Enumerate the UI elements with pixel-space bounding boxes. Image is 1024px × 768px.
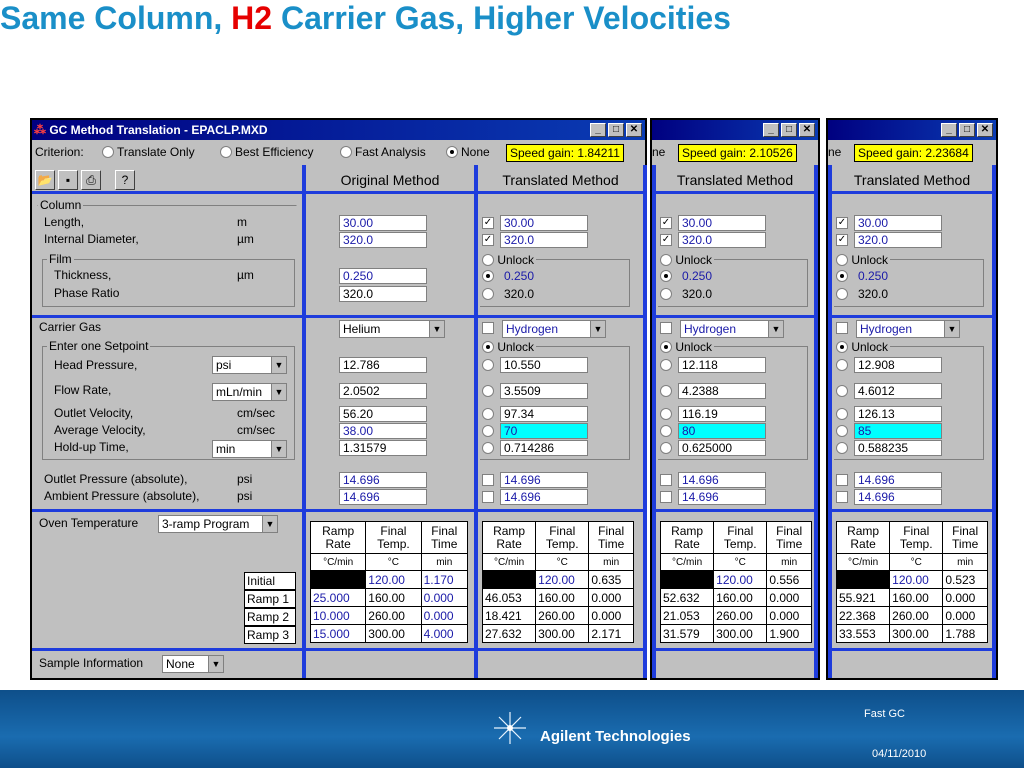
- table-cell[interactable]: 120.00: [536, 571, 589, 589]
- table-cell[interactable]: 0.000: [943, 607, 988, 625]
- brand-name: Agilent Technologies: [540, 728, 691, 745]
- setpoint-radio[interactable]: [482, 408, 494, 420]
- trans-holdup-field[interactable]: 0.588235: [854, 440, 942, 456]
- col-header: Final Time: [943, 522, 988, 554]
- table-cell[interactable]: 260.00: [536, 607, 589, 625]
- col-header: Final Temp.: [714, 522, 767, 554]
- trans-head-pressure-field[interactable]: 12.118: [678, 357, 766, 373]
- table-cell[interactable]: 160.00: [890, 589, 943, 607]
- window-body: [652, 165, 818, 678]
- orig-outlet-pressure-field[interactable]: 14.696: [339, 472, 427, 488]
- criterion-bar: [32, 140, 645, 165]
- flow-unit-select[interactable]: [212, 383, 287, 401]
- window-title: GC Method Translation - EPACLP.MXD: [49, 123, 268, 137]
- divider: [992, 165, 996, 678]
- footer-date: 04/11/2010: [872, 748, 927, 760]
- table-cell[interactable]: 10.000: [311, 607, 366, 625]
- unlock-radio[interactable]: [660, 254, 672, 266]
- orig-holdup-field[interactable]: 1.31579: [339, 440, 427, 456]
- trans-head-pressure-field[interactable]: 10.550: [500, 357, 588, 373]
- trans-flow-rate-field[interactable]: 4.2388: [678, 383, 766, 399]
- table-cell[interactable]: 300.00: [890, 625, 943, 643]
- radio-translate-only[interactable]: [102, 146, 114, 158]
- title-bar: [828, 120, 996, 140]
- trans-gas-select[interactable]: [680, 320, 784, 338]
- gas-lock-checkbox[interactable]: [482, 322, 494, 334]
- unlock-label: [658, 339, 714, 354]
- setpoint-radio[interactable]: [482, 385, 494, 397]
- trans-length-field[interactable]: 30.00: [854, 215, 942, 231]
- setpoint-radio[interactable]: [482, 442, 494, 454]
- time-unit-select[interactable]: [212, 440, 287, 458]
- table-cell[interactable]: 0.000: [767, 589, 812, 607]
- unlock-label: [834, 339, 890, 354]
- holdup-time-label: Hold-up Time,: [54, 440, 129, 454]
- thickness-radio[interactable]: [660, 270, 672, 282]
- trans-phase-ratio-value: 320.0: [858, 287, 889, 301]
- phase-ratio-radio[interactable]: [660, 288, 672, 300]
- table-cell[interactable]: 2.171: [589, 625, 634, 643]
- table-cell[interactable]: 1.170: [421, 571, 467, 589]
- unlock-text: Unlock: [497, 253, 535, 267]
- table-cell[interactable]: 260.00: [714, 607, 767, 625]
- setpoint-radio[interactable]: [836, 359, 848, 371]
- unit-value: psi: [216, 358, 232, 372]
- orig-oven-table: [310, 521, 468, 643]
- option-label: ne: [652, 145, 666, 159]
- row-label-initial: Initial: [244, 572, 296, 590]
- col-header: Ramp Rate: [311, 522, 366, 554]
- table-cell: [483, 571, 536, 589]
- chevron-down-icon[interactable]: ▼: [271, 357, 286, 373]
- unit-cell: min: [943, 554, 988, 571]
- unlock-label: [834, 252, 890, 267]
- unlock-radio[interactable]: [836, 254, 848, 266]
- unit-label: µm: [237, 232, 254, 246]
- lock-checkbox[interactable]: ✓: [837, 234, 847, 245]
- setpoint-radio[interactable]: [836, 408, 848, 420]
- thickness-radio[interactable]: [836, 270, 848, 282]
- ambient-pressure-label: Ambient Pressure (absolute),: [44, 489, 200, 503]
- col-header: Ramp Rate: [837, 522, 890, 554]
- maximize-button[interactable]: □: [959, 123, 975, 137]
- trans-ambient-pressure-field[interactable]: 14.696: [678, 489, 766, 505]
- help-icon[interactable]: ?: [115, 170, 135, 190]
- trans-diameter-field[interactable]: 320.0: [678, 232, 766, 248]
- unlock-radio[interactable]: [482, 341, 494, 353]
- unit-cell: min: [767, 554, 812, 571]
- lock-checkbox[interactable]: [836, 491, 848, 503]
- radio-none[interactable]: [446, 146, 458, 158]
- footer-label: Fast GC: [864, 708, 905, 720]
- trans-thickness-value: 0.250: [504, 269, 535, 283]
- trans-head-pressure-field[interactable]: 12.908: [854, 357, 942, 373]
- unit-cell: °C/min: [483, 554, 536, 571]
- orig-flow-rate-field[interactable]: 2.0502: [339, 383, 427, 399]
- table-cell[interactable]: 120.00: [714, 571, 767, 589]
- radio-fast-analysis[interactable]: [340, 146, 352, 158]
- trans-length-field[interactable]: 30.00: [500, 215, 588, 231]
- gas-lock-checkbox[interactable]: [660, 322, 672, 334]
- slide-title: [0, 0, 1024, 37]
- close-button[interactable]: ✕: [977, 123, 993, 137]
- setpoint-radio[interactable]: [660, 408, 672, 420]
- thickness-label: Thickness,: [54, 268, 112, 282]
- unlock-text: Unlock: [851, 253, 889, 267]
- outlet-velocity-label: Outlet Velocity,: [54, 406, 134, 420]
- sample-info-label: Sample Information: [39, 656, 144, 670]
- setpoint-radio[interactable]: [836, 442, 848, 454]
- trans-gas-select[interactable]: [856, 320, 960, 338]
- phase-ratio-radio[interactable]: [836, 288, 848, 300]
- oven-program-select[interactable]: [158, 515, 278, 533]
- criterion-label: Criterion:: [35, 145, 84, 159]
- print-icon[interactable]: ⎙: [81, 170, 101, 190]
- speed-gain: Speed gain: 2.10526: [678, 144, 797, 162]
- trans-average-velocity-field[interactable]: 80: [678, 423, 766, 439]
- unit-label: cm/sec: [237, 423, 276, 437]
- table-cell[interactable]: 0.000: [767, 607, 812, 625]
- orig-average-velocity-field[interactable]: 38.00: [339, 423, 427, 439]
- trans-oven-table: [482, 521, 634, 643]
- unit-cell: min: [421, 554, 467, 571]
- unit-cell: °C: [536, 554, 589, 571]
- title-part: Same Column,: [0, 0, 232, 36]
- setpoint-radio[interactable]: [836, 385, 848, 397]
- trans-outlet-velocity-field[interactable]: 116.19: [678, 406, 766, 422]
- table-cell[interactable]: 120.00: [366, 571, 421, 589]
- lock-checkbox[interactable]: ✓: [837, 217, 847, 228]
- unit-cell: °C: [890, 554, 943, 571]
- unlock-radio[interactable]: [836, 341, 848, 353]
- trans-phase-ratio-value: 320.0: [682, 287, 713, 301]
- setpoint-label: Enter one Setpoint: [49, 339, 149, 353]
- title-part: Carrier Gas, Higher Velocities: [272, 0, 731, 36]
- table-cell[interactable]: 0.000: [589, 607, 634, 625]
- col-header: Ramp Rate: [483, 522, 536, 554]
- trans-flow-rate-field[interactable]: 3.5509: [500, 383, 588, 399]
- setpoint-radio[interactable]: [482, 425, 494, 437]
- footer: [0, 690, 1024, 768]
- lock-checkbox[interactable]: [482, 491, 494, 503]
- table-cell[interactable]: 52.632: [661, 589, 714, 607]
- gas-value: Hydrogen: [860, 322, 913, 336]
- unlock-radio[interactable]: [660, 341, 672, 353]
- thickness-radio[interactable]: [482, 270, 494, 282]
- translated-block: [832, 165, 992, 685]
- unlock-label: [480, 252, 536, 267]
- option-label: None: [461, 145, 490, 159]
- unit-cell: °C/min: [837, 554, 890, 571]
- orig-thickness-field[interactable]: 0.250: [339, 268, 427, 284]
- trans-outlet-pressure-field[interactable]: 14.696: [500, 472, 588, 488]
- table-cell[interactable]: 300.00: [536, 625, 589, 643]
- unit-cell: °C: [366, 554, 421, 571]
- table-cell[interactable]: 1.788: [943, 625, 988, 643]
- film-label: Film: [49, 252, 72, 266]
- table-cell: [661, 571, 714, 589]
- trans-outlet-velocity-field[interactable]: 126.13: [854, 406, 942, 422]
- unit-label: µm: [237, 268, 254, 282]
- col-header: Ramp Rate: [661, 522, 714, 554]
- table-cell[interactable]: 22.368: [837, 607, 890, 625]
- trans-thickness-value: 0.250: [858, 269, 889, 283]
- trans-ambient-pressure-field[interactable]: 14.696: [500, 489, 588, 505]
- close-button[interactable]: ✕: [626, 123, 642, 137]
- trans-outlet-pressure-field[interactable]: 14.696: [678, 472, 766, 488]
- trans-oven-table: [660, 521, 812, 643]
- orig-gas-select[interactable]: [339, 320, 445, 338]
- setpoint-radio[interactable]: [660, 442, 672, 454]
- divider: [643, 165, 647, 678]
- table-cell[interactable]: 55.921: [837, 589, 890, 607]
- unit-cell: °C/min: [661, 554, 714, 571]
- col-header: Final Time: [421, 522, 467, 554]
- table-cell[interactable]: 160.00: [714, 589, 767, 607]
- unit-value: min: [216, 442, 236, 456]
- table-cell[interactable]: 0.635: [589, 571, 634, 589]
- unlock-text: Unlock: [675, 253, 713, 267]
- row-label-ramp2: Ramp 2: [244, 608, 296, 626]
- lock-checkbox[interactable]: [660, 474, 672, 486]
- pressure-unit-select[interactable]: [212, 356, 287, 374]
- trans-length-field[interactable]: 30.00: [678, 215, 766, 231]
- chevron-down-icon[interactable]: ▼: [429, 321, 444, 337]
- divider: [302, 165, 306, 678]
- option-label: Best Efficiency: [235, 145, 314, 159]
- trans-holdup-field[interactable]: 0.714286: [500, 440, 588, 456]
- gc-method-window-3: [826, 118, 998, 680]
- unit-label: psi: [237, 489, 253, 503]
- unlock-radio[interactable]: [482, 254, 494, 266]
- chevron-down-icon[interactable]: ▼: [271, 384, 286, 400]
- oven-temperature-label: Oven Temperature: [39, 516, 139, 530]
- table-cell[interactable]: 31.579: [661, 625, 714, 643]
- unlock-label: [480, 339, 536, 354]
- lock-checkbox[interactable]: [836, 474, 848, 486]
- gas-value: Hydrogen: [684, 322, 737, 336]
- speed-gain: Speed gain: 2.23684: [854, 144, 973, 162]
- gc-method-window-2: [650, 118, 820, 680]
- title-bar: [32, 120, 645, 140]
- chevron-down-icon[interactable]: ▼: [768, 321, 783, 337]
- table-cell[interactable]: 160.00: [536, 589, 589, 607]
- maximize-button[interactable]: □: [608, 123, 624, 137]
- criterion-bar: [828, 140, 996, 165]
- phase-ratio-radio[interactable]: [482, 288, 494, 300]
- unit-cell: °C/min: [311, 554, 366, 571]
- table-cell[interactable]: 0.000: [421, 607, 467, 625]
- app-icon: ⁂: [34, 123, 46, 137]
- table-cell[interactable]: 27.632: [483, 625, 536, 643]
- row-label-ramp1: Ramp 1: [244, 590, 296, 608]
- gas-value: Hydrogen: [506, 322, 559, 336]
- unit-cell: min: [589, 554, 634, 571]
- trans-average-velocity-field[interactable]: 70: [500, 423, 588, 439]
- unit-label: cm/sec: [237, 406, 276, 420]
- translated-method-header: Translated Method: [853, 172, 971, 188]
- table-cell[interactable]: 260.00: [890, 607, 943, 625]
- table-cell[interactable]: 260.00: [366, 607, 421, 625]
- table-cell[interactable]: 46.053: [483, 589, 536, 607]
- lock-checkbox[interactable]: ✓: [483, 217, 493, 228]
- col-header: Final Temp.: [536, 522, 589, 554]
- gas-lock-checkbox[interactable]: [836, 322, 848, 334]
- table-cell[interactable]: 21.053: [661, 607, 714, 625]
- chevron-down-icon[interactable]: ▼: [590, 321, 605, 337]
- table-cell[interactable]: 0.000: [421, 589, 467, 607]
- trans-diameter-field[interactable]: 320.0: [500, 232, 588, 248]
- table-cell[interactable]: 0.556: [767, 571, 812, 589]
- table-cell[interactable]: 18.421: [483, 607, 536, 625]
- trans-phase-ratio-value: 320.0: [504, 287, 535, 301]
- flow-rate-label: Flow Rate,: [54, 383, 112, 397]
- translated-method-header: Translated Method: [502, 172, 619, 188]
- divider: [814, 165, 818, 678]
- sample-value: None: [166, 657, 195, 671]
- length-label: Length,: [44, 215, 85, 229]
- average-velocity-label: Average Velocity,: [54, 423, 146, 437]
- table-cell: [311, 571, 366, 589]
- chevron-down-icon[interactable]: ▼: [262, 516, 277, 532]
- col-header: Final Time: [589, 522, 634, 554]
- lock-checkbox[interactable]: ✓: [483, 234, 493, 245]
- table-cell: [837, 571, 890, 589]
- chevron-down-icon[interactable]: ▼: [271, 441, 286, 457]
- window-body: [32, 165, 645, 678]
- unlock-text: Unlock: [497, 340, 535, 354]
- gc-method-window: [30, 118, 647, 680]
- orig-phase-ratio-field[interactable]: 320.0: [339, 286, 427, 302]
- table-cell[interactable]: 160.00: [366, 589, 421, 607]
- setpoint-radio[interactable]: [836, 425, 848, 437]
- row-label-ramp3: Ramp 3: [244, 626, 296, 644]
- unlock-label: [658, 252, 714, 267]
- table-cell[interactable]: 300.00: [366, 625, 421, 643]
- trans-oven-table: [836, 521, 988, 643]
- setpoint-radio[interactable]: [660, 425, 672, 437]
- translated-method-header: Translated Method: [676, 172, 794, 188]
- orig-diameter-field[interactable]: 320.0: [339, 232, 427, 248]
- translated-block: [656, 165, 814, 685]
- table-cell[interactable]: 25.000: [311, 589, 366, 607]
- minimize-button[interactable]: _: [590, 123, 606, 137]
- carrier-gas-label: Carrier Gas: [39, 320, 102, 334]
- col-header: Final Temp.: [366, 522, 421, 554]
- trans-flow-rate-field[interactable]: 4.6012: [854, 383, 942, 399]
- table-cell[interactable]: 1.900: [767, 625, 812, 643]
- minimize-button[interactable]: _: [941, 123, 957, 137]
- criterion-bar: [652, 140, 818, 165]
- option-label: Translate Only: [117, 145, 195, 159]
- table-cell[interactable]: 0.000: [943, 589, 988, 607]
- trans-average-velocity-field[interactable]: 85: [854, 423, 942, 439]
- head-pressure-label: Head Pressure,: [54, 358, 138, 372]
- trans-outlet-pressure-field[interactable]: 14.696: [854, 472, 942, 488]
- trans-gas-select[interactable]: [502, 320, 606, 338]
- option-label: Fast Analysis: [355, 145, 426, 159]
- chevron-down-icon[interactable]: ▼: [208, 656, 223, 672]
- trans-holdup-field[interactable]: 0.625000: [678, 440, 766, 456]
- setpoint-radio[interactable]: [660, 359, 672, 371]
- sample-select[interactable]: [162, 655, 224, 673]
- trans-ambient-pressure-field[interactable]: 14.696: [854, 489, 942, 505]
- setpoint-radio[interactable]: [660, 385, 672, 397]
- col-header: Final Time: [767, 522, 812, 554]
- col-header: Final Temp.: [890, 522, 943, 554]
- table-cell[interactable]: 0.523: [943, 571, 988, 589]
- minimize-button[interactable]: _: [763, 123, 779, 137]
- unlock-text: Unlock: [675, 340, 713, 354]
- speed-gain: Speed gain: 1.84211: [506, 144, 624, 162]
- option-label: ne: [828, 145, 842, 159]
- setpoint-radio[interactable]: [482, 359, 494, 371]
- orig-ambient-pressure-field[interactable]: 14.696: [339, 489, 427, 505]
- table-cell[interactable]: 120.00: [890, 571, 943, 589]
- unit-cell: °C: [714, 554, 767, 571]
- translated-block: [478, 165, 643, 685]
- outlet-pressure-label: Outlet Pressure (absolute),: [44, 472, 188, 486]
- table-cell[interactable]: 15.000: [311, 625, 366, 643]
- trans-diameter-field[interactable]: 320.0: [854, 232, 942, 248]
- lock-checkbox[interactable]: ✓: [661, 234, 671, 245]
- open-icon[interactable]: 📂: [35, 170, 55, 190]
- orig-length-field[interactable]: 30.00: [339, 215, 427, 231]
- close-button[interactable]: ✕: [799, 123, 815, 137]
- unit-label: m: [237, 215, 247, 229]
- radio-best-efficiency[interactable]: [220, 146, 232, 158]
- table-cell[interactable]: 300.00: [714, 625, 767, 643]
- unlock-text: Unlock: [851, 340, 889, 354]
- table-cell[interactable]: 0.000: [589, 589, 634, 607]
- title-bar: [652, 120, 818, 140]
- original-method-header: Original Method: [340, 172, 440, 188]
- trans-outlet-velocity-field[interactable]: 97.34: [500, 406, 588, 422]
- column-label: Column: [40, 198, 82, 212]
- orig-head-pressure-field[interactable]: 12.786: [339, 357, 427, 373]
- unit-value: mLn/min: [216, 385, 263, 399]
- trans-thickness-value: 0.250: [682, 269, 713, 283]
- lock-checkbox[interactable]: [660, 491, 672, 503]
- table-cell[interactable]: 33.553: [837, 625, 890, 643]
- lock-checkbox[interactable]: ✓: [661, 217, 671, 228]
- maximize-button[interactable]: □: [781, 123, 797, 137]
- window-body: [828, 165, 996, 678]
- agilent-spark-icon: [492, 710, 528, 746]
- chevron-down-icon[interactable]: ▼: [944, 321, 959, 337]
- lock-checkbox[interactable]: [482, 474, 494, 486]
- title-h2: H2: [231, 0, 273, 36]
- diameter-label: Internal Diameter,: [44, 232, 139, 246]
- gas-value: Helium: [343, 322, 381, 336]
- save-icon[interactable]: ▪: [58, 170, 78, 190]
- unit-label: psi: [237, 472, 253, 486]
- phase-ratio-label: Phase Ratio: [54, 286, 120, 300]
- table-cell[interactable]: 4.000: [421, 625, 467, 643]
- orig-outlet-velocity-field[interactable]: 56.20: [339, 406, 427, 422]
- program-value: 3-ramp Program: [162, 517, 250, 531]
